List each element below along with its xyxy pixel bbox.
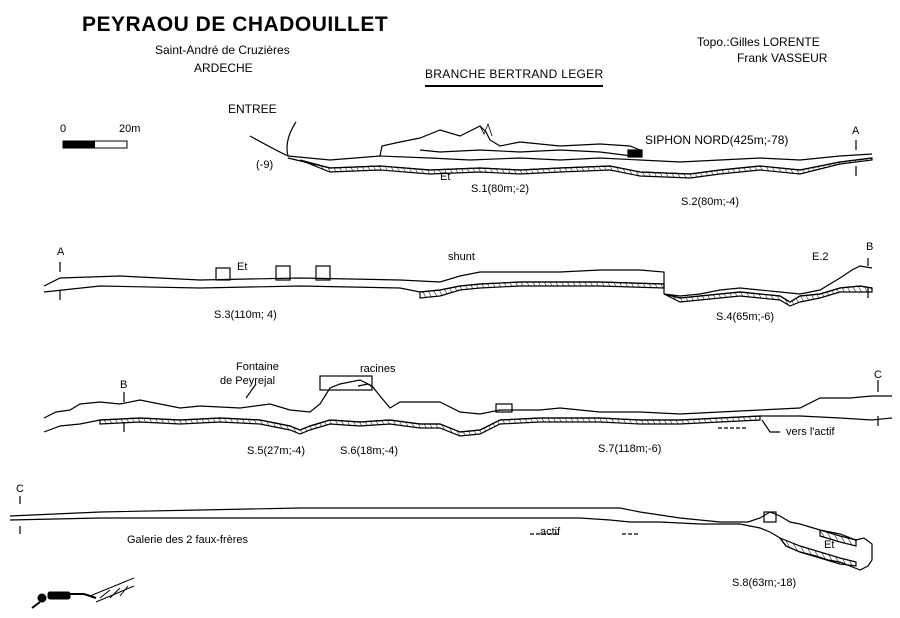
profile-section-3 [44, 376, 892, 436]
profile-section-1 [250, 122, 872, 178]
diver-icon [32, 578, 134, 608]
profile-section-2 [44, 258, 872, 306]
row2-marker-a: A [57, 246, 65, 258]
shunt-label: shunt [448, 251, 475, 263]
page-title: PEYRAOU DE CHADOUILLET [82, 13, 389, 36]
topo-author-line2: Frank VASSEUR [737, 51, 828, 65]
racines-label: racines [360, 363, 396, 375]
siphon-nord-label: SIPHON NORD(425m;-78) [645, 133, 789, 147]
siphon-s3-label: S.3(110m; 4) [214, 309, 277, 321]
row3-marker-b: B [120, 379, 128, 391]
siphon-s4-label: S.4(65m;-6) [716, 311, 775, 323]
row3-marker-c: C [874, 369, 882, 381]
siphon-s5-label: S.5(27m;-4) [247, 445, 306, 457]
galerie-label: Galerie des 2 faux-frères [127, 534, 249, 546]
siphon-s8-label: S.8(63m;-18) [732, 577, 797, 589]
fontaine-label-line2: de Peyrejal [220, 375, 276, 387]
fontaine-label-line1: Fontaine [236, 361, 279, 373]
entrance-depth-label: (-9) [256, 159, 274, 171]
siphon-s2-label: S.2(80m;-4) [681, 196, 740, 208]
vers-actif-label: vers l'actif [786, 426, 835, 438]
e2-label: E.2 [812, 251, 829, 263]
branch-title: BRANCHE BERTRAND LEGER [425, 68, 603, 87]
row2-et-label: Et [237, 261, 248, 273]
scale-bar [63, 141, 127, 148]
scale-start-label: 0 [60, 123, 67, 135]
row4-marker-c: C [16, 483, 24, 495]
siphon-s6-label: S.6(18m;-4) [340, 445, 399, 457]
profile-section-1-scribble [480, 124, 492, 136]
row1-marker-a: A [852, 125, 860, 137]
department-subtitle: ARDECHE [194, 61, 253, 75]
entrance-label: ENTREE [228, 102, 277, 116]
siphon-s7-label: S.7(118m;-6) [598, 443, 662, 455]
row2-marker-b: B [866, 241, 874, 253]
siphon-s1-label: S.1(80m;-2) [471, 183, 530, 195]
profile-section-4 [10, 496, 872, 570]
scale-end-label: 20m [119, 123, 141, 135]
actif-label: actif [540, 526, 561, 538]
row1-et-label: Et [440, 171, 451, 183]
commune-subtitle: Saint-André de Cruzières [155, 43, 290, 57]
row4-et-label: Et [824, 539, 835, 551]
topo-author-line1: Topo.:Gilles LORENTE [697, 35, 820, 49]
